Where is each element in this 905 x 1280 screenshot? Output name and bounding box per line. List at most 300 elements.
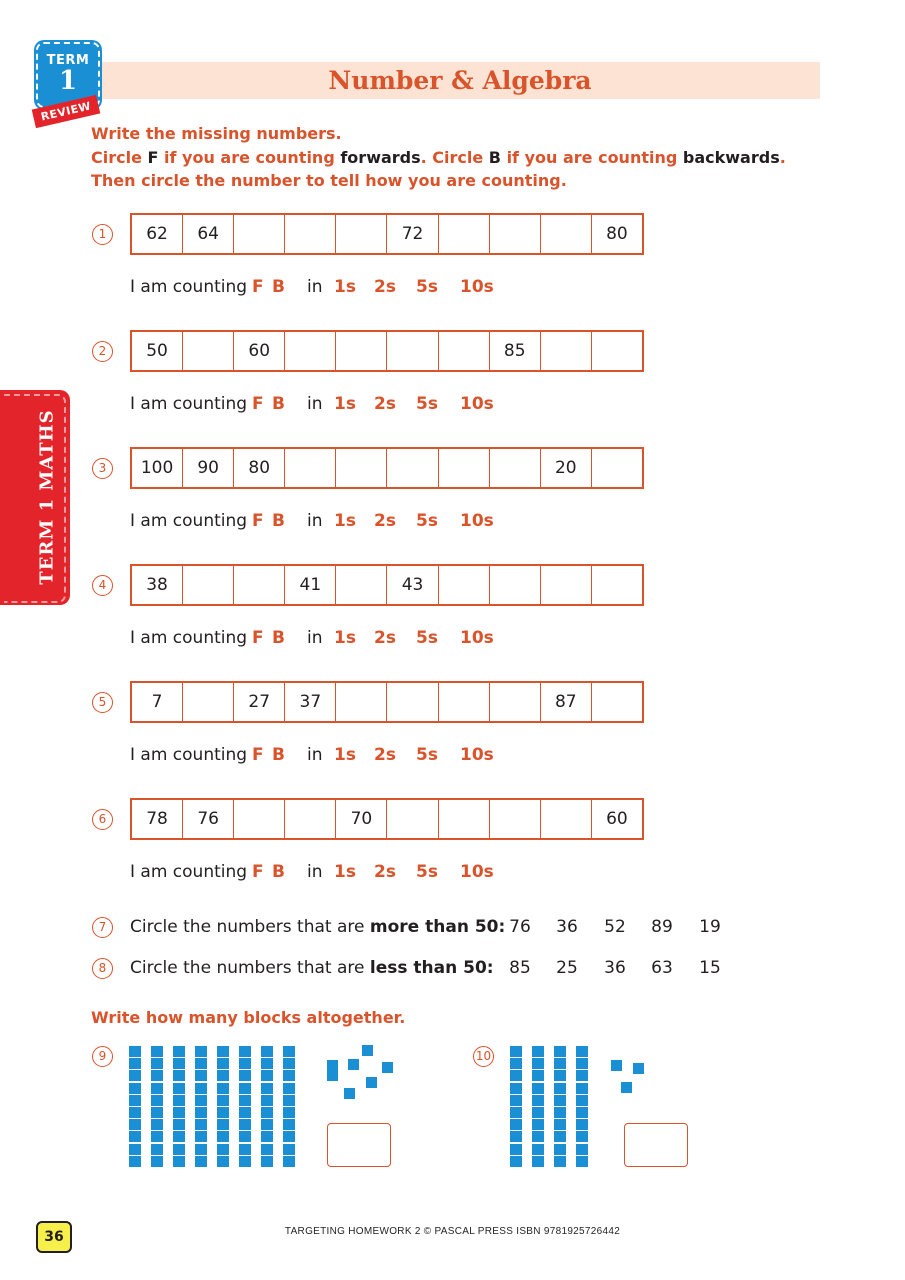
one-block [611,1060,622,1071]
counting-option-opt3[interactable]: 5s [416,862,438,882]
grid-cell[interactable] [592,683,642,721]
instr-text: if you are counting [501,148,683,167]
counting-option-f[interactable]: F [252,862,264,882]
ten-rod-unit [151,1119,163,1130]
page-number: 36 [36,1221,72,1253]
ten-rod-unit [510,1144,522,1155]
ten-rod-unit [217,1107,229,1118]
ten-rod-unit [173,1131,185,1142]
counting-option-opt3[interactable]: 5s [416,394,438,414]
counting-option-opt4[interactable]: 10s [460,394,494,414]
ten-rod-unit [261,1046,273,1057]
ten-rod-unit [195,1131,207,1142]
ten-rod-unit [576,1095,588,1106]
counting-line [130,394,494,414]
grid-cell: 80 [234,449,285,487]
ten-rod-unit [173,1119,185,1130]
grid-cell: 50 [132,332,183,370]
ten-rod-unit [217,1070,229,1081]
q9-answer-box[interactable] [327,1123,391,1167]
ten-rod-unit [261,1095,273,1106]
q7-prompt [130,917,505,937]
grid-cell: 20 [541,449,592,487]
ten-rod-unit [554,1156,566,1167]
question-number: 9 [92,1046,113,1067]
counting-option-opt1[interactable]: 1s [334,628,356,648]
one-block [366,1077,377,1088]
grid-cell[interactable] [592,332,642,370]
side-tab-label: TERM 1 MATHS [36,409,58,585]
grid-cell[interactable] [336,566,387,604]
ten-rod-unit [239,1058,251,1069]
ten-rod-unit [173,1095,185,1106]
grid-cell: 70 [336,800,387,838]
grid-cell: 38 [132,566,183,604]
instruction-line-1: Write the missing numbers. [91,124,342,143]
ten-rod-unit [129,1107,141,1118]
counting-line [130,511,494,531]
grid-cell[interactable] [439,215,490,253]
ten-rod-unit [261,1083,273,1094]
ten-rod-unit [217,1119,229,1130]
ten-rod-unit [532,1119,544,1130]
counting-in: in [307,511,323,531]
ten-rod-unit [151,1131,163,1142]
counting-option-b[interactable]: B [272,511,285,531]
one-block [382,1062,393,1073]
ten-rod-unit [510,1107,522,1118]
ten-rod-unit [195,1095,207,1106]
counting-prefix: I am counting [130,745,248,765]
ten-rod-unit [283,1156,295,1167]
counting-option-opt2[interactable]: 2s [374,862,396,882]
counting-option-opt1[interactable]: 1s [334,862,356,882]
ten-rod-unit [217,1095,229,1106]
ten-rod-unit [129,1058,141,1069]
title-banner [100,62,820,99]
ten-rod-unit [151,1083,163,1094]
ten-rod-unit [576,1119,588,1130]
ten-rod-unit [151,1070,163,1081]
ten-rod-unit [151,1058,163,1069]
grid-cell: 64 [183,215,234,253]
instruction-line-2 [91,148,786,167]
ten-rod-unit [261,1107,273,1118]
counting-in: in [307,628,323,648]
grid-cell[interactable] [541,215,592,253]
grid-cell: 27 [234,683,285,721]
counting-in: in [307,745,323,765]
ten-rod-unit [283,1095,295,1106]
instr-text: Circle [91,148,148,167]
one-block [633,1063,644,1074]
grid-cell[interactable] [234,800,285,838]
ten-rod-unit [217,1083,229,1094]
grid-cell: 90 [183,449,234,487]
grid-cell: 60 [606,809,628,829]
ten-rod-unit [151,1095,163,1106]
ten-rod-unit [239,1107,251,1118]
question-number: 6 [92,809,113,830]
ten-rod-unit [532,1095,544,1106]
badge-term-number: 1 [58,66,78,96]
grid-cell[interactable] [439,800,490,838]
counting-in: in [307,277,323,297]
ten-rod-unit [217,1144,229,1155]
q7-colon: : [498,917,506,937]
grid-cell[interactable] [183,683,234,721]
ten-rod-unit [576,1144,588,1155]
ten-rod-unit [239,1095,251,1106]
q7-text: Circle the numbers that are [130,917,370,937]
ten-rod-unit [195,1058,207,1069]
q8-option[interactable]: 25 [556,958,578,978]
ten-rod-unit [532,1083,544,1094]
grid-cell[interactable] [439,683,490,721]
counting-prefix: I am counting [130,277,248,297]
ten-rod-unit [151,1107,163,1118]
ten-rod-unit [510,1070,522,1081]
grid-cell: 60 [234,332,285,370]
ten-rod-unit [261,1119,273,1130]
counting-option-opt4[interactable]: 10s [460,628,494,648]
ten-rod-unit [283,1046,295,1057]
counting-line [130,745,494,765]
counting-prefix: I am counting [130,511,248,531]
q8-colon: : [486,958,494,978]
ten-rod-unit [554,1058,566,1069]
question-number: 2 [92,341,113,362]
ten-rod-unit [261,1131,273,1142]
ten-rod-unit [129,1156,141,1167]
instr-b: B [488,148,501,167]
number-grid [130,681,644,723]
ten-rod-unit [239,1070,251,1081]
question-number: 1 [92,224,113,245]
ten-rod-unit [532,1131,544,1142]
counting-option-opt1[interactable]: 1s [334,394,356,414]
counting-option-f[interactable]: F [252,745,264,765]
counting-option-opt4[interactable]: 10s [460,862,494,882]
grid-cell[interactable] [336,332,387,370]
badge-term-label: TERM [46,53,90,68]
ten-rod-unit [576,1058,588,1069]
instr-text: if you are counting [158,148,341,167]
counting-option-opt1[interactable]: 1s [334,277,356,297]
grid-cell[interactable] [387,332,438,370]
grid-cell: 85 [490,332,541,370]
ten-rod-unit [173,1070,185,1081]
grid-cell: 41 [285,566,336,604]
ten-rod-unit [129,1095,141,1106]
number-grid [130,798,644,840]
ten-rod-unit [195,1083,207,1094]
ten-rod-unit [510,1058,522,1069]
ten-rod-unit [239,1144,251,1155]
ten-rod-unit [532,1107,544,1118]
grid-cell[interactable] [541,800,592,838]
ten-rod-unit [283,1144,295,1155]
ten-rod-unit [151,1144,163,1155]
grid-cell: 72 [387,215,438,253]
ten-rod-unit [195,1119,207,1130]
counting-option-f[interactable]: F [252,277,264,297]
counting-option-b[interactable]: B [272,628,285,648]
counting-option-opt1[interactable]: 1s [334,511,356,531]
q10-answer-box[interactable] [624,1123,688,1167]
ten-rod-unit [173,1144,185,1155]
ten-rod-unit [151,1046,163,1057]
page-title: Number & Algebra [328,66,592,95]
ten-rod-unit [195,1046,207,1057]
ten-rod-unit [261,1156,273,1167]
grid-cell: 80 [606,224,628,244]
counting-option-f[interactable]: F [252,628,264,648]
ten-rod-unit [173,1107,185,1118]
number-grid [130,447,644,489]
ten-rod-unit [554,1046,566,1057]
ten-rod-unit [151,1156,163,1167]
ten-rod-unit [283,1107,295,1118]
counting-option-opt2[interactable]: 2s [374,277,396,297]
grid-cell[interactable] [541,332,592,370]
instr-backwards: backwards [682,148,780,167]
ten-rod-unit [576,1083,588,1094]
q8-option[interactable]: 36 [604,958,626,978]
counting-option-opt2[interactable]: 2s [374,511,396,531]
ten-rod-unit [261,1058,273,1069]
q8-option[interactable]: 15 [699,958,721,978]
ten-rod-unit [554,1083,566,1094]
ten-rod-unit [510,1046,522,1057]
q7-option[interactable]: 52 [604,917,626,937]
ten-rod-unit [554,1107,566,1118]
ten-rod-unit [283,1058,295,1069]
counting-option-opt3[interactable]: 5s [416,511,438,531]
ten-rod-unit [283,1119,295,1130]
counting-option-opt3[interactable]: 5s [416,277,438,297]
counting-option-f[interactable]: F [252,394,264,414]
grid-cell[interactable] [387,800,438,838]
number-grid [130,213,644,255]
one-block [327,1060,338,1071]
ten-rod-unit [173,1046,185,1057]
q8-text: Circle the numbers that are [130,958,370,978]
ten-rod-unit [239,1156,251,1167]
ten-rod-unit [532,1046,544,1057]
grid-cell: 87 [541,683,592,721]
grid-cell[interactable] [183,566,234,604]
ten-rod-unit [576,1046,588,1057]
counting-option-b[interactable]: B [272,277,285,297]
grid-cell: 37 [285,683,336,721]
counting-option-b[interactable]: B [272,745,285,765]
grid-cell[interactable] [285,332,336,370]
ten-rod-unit [554,1144,566,1155]
grid-cell[interactable] [387,449,438,487]
counting-option-opt4[interactable]: 10s [460,745,494,765]
ten-rod-unit [510,1095,522,1106]
counting-line [130,277,494,297]
ten-rod-unit [173,1058,185,1069]
footer-text: TARGETING HOMEWORK 2 © PASCAL PRESS ISBN 9781925726442 [284,1226,621,1237]
q7-option[interactable]: 76 [509,917,531,937]
ten-rod-unit [532,1070,544,1081]
q8-bold: less than 50 [369,958,487,978]
ten-rod-unit [261,1070,273,1081]
grid-cell[interactable] [336,683,387,721]
ten-rod-unit [239,1119,251,1130]
grid-cell: 62 [132,215,183,253]
one-block [362,1045,373,1056]
ten-rod-unit [510,1156,522,1167]
counting-option-opt3[interactable]: 5s [416,628,438,648]
grid-cell: 78 [132,800,183,838]
q8-option[interactable]: 85 [509,958,531,978]
ten-rod-unit [173,1083,185,1094]
ten-rod-unit [239,1083,251,1094]
grid-cell: 76 [183,800,234,838]
ten-rod-unit [173,1156,185,1167]
counting-option-opt2[interactable]: 2s [374,394,396,414]
counting-prefix: I am counting [130,628,248,648]
side-tab [0,390,70,605]
grid-cell[interactable] [234,215,285,253]
grid-cell[interactable] [285,215,336,253]
ten-rod-unit [283,1083,295,1094]
ten-rod-unit [129,1119,141,1130]
counting-option-f[interactable]: F [252,511,264,531]
grid-cell[interactable] [490,566,541,604]
ten-rod-unit [129,1083,141,1094]
grid-cell[interactable] [592,566,642,604]
number-grid [130,330,644,372]
question-number: 5 [92,692,113,713]
grid-cell[interactable] [183,332,234,370]
one-block [621,1082,632,1093]
instr-forwards: forwards [340,148,421,167]
ten-rod-unit [239,1046,251,1057]
counting-in: in [307,862,323,882]
ten-rod-unit [129,1046,141,1057]
ten-rod-unit [195,1107,207,1118]
q8-prompt [130,958,494,978]
ten-rod-unit [129,1144,141,1155]
counting-option-b[interactable]: B [272,394,285,414]
counting-in: in [307,394,323,414]
ten-rod-unit [576,1131,588,1142]
one-block [327,1070,338,1081]
grid-cell: 7 [132,683,183,721]
review-ribbon: REVIEW [32,95,101,128]
ten-rod-unit [195,1156,207,1167]
ten-rod-unit [576,1070,588,1081]
counting-option-opt2[interactable]: 2s [374,745,396,765]
question-number: 7 [92,917,113,938]
grid-cell[interactable] [439,566,490,604]
grid-cell[interactable] [387,683,438,721]
counting-option-opt3[interactable]: 5s [416,745,438,765]
grid-cell[interactable] [336,215,387,253]
grid-cell[interactable] [234,566,285,604]
ten-rod-unit [217,1131,229,1142]
instr-f: F [147,148,159,167]
ten-rod-unit [576,1107,588,1118]
counting-prefix: I am counting [130,862,248,882]
ten-rod-unit [195,1070,207,1081]
grid-cell[interactable] [336,449,387,487]
ten-rod-unit [217,1058,229,1069]
one-block [344,1088,355,1099]
ten-rod-unit [217,1156,229,1167]
counting-prefix: I am counting [130,394,248,414]
grid-cell[interactable] [439,332,490,370]
grid-cell[interactable] [490,215,541,253]
grid-cell[interactable] [285,449,336,487]
ten-rod-unit [576,1156,588,1167]
ten-rod-unit [239,1131,251,1142]
q7-option[interactable]: 19 [699,917,721,937]
ten-rod-unit [283,1070,295,1081]
number-grid [130,564,644,606]
grid-cell: 100 [132,449,183,487]
ten-rod-unit [510,1083,522,1094]
ten-rod-unit [195,1144,207,1155]
grid-cell[interactable] [592,449,642,487]
counting-option-b[interactable]: B [272,862,285,882]
counting-option-opt1[interactable]: 1s [334,745,356,765]
q7-option[interactable]: 89 [651,917,673,937]
q7-bold: more than 50 [369,917,499,937]
blocks-heading: Write how many blocks altogether. [91,1008,406,1027]
question-number: 4 [92,575,113,596]
instr-text: . Circle [420,148,489,167]
grid-cell[interactable] [541,566,592,604]
ten-rod-unit [532,1156,544,1167]
ten-rod-unit [532,1144,544,1155]
instruction-line-3: Then circle the number to tell how you are counting. [91,171,567,190]
grid-cell[interactable] [285,800,336,838]
question-number: 10 [473,1046,494,1067]
q7-option[interactable]: 36 [556,917,578,937]
grid-cell[interactable] [490,800,541,838]
ten-rod-unit [554,1131,566,1142]
question-number: 3 [92,458,113,479]
counting-option-opt4[interactable]: 10s [460,511,494,531]
ten-rod-unit [510,1119,522,1130]
ten-rod-unit [217,1046,229,1057]
one-block [348,1059,359,1070]
q8-option[interactable]: 63 [651,958,673,978]
ten-rod-unit [283,1131,295,1142]
ten-rod-unit [261,1144,273,1155]
grid-cell[interactable] [490,683,541,721]
ten-rod-unit [532,1058,544,1069]
ten-rod-unit [554,1095,566,1106]
grid-cell[interactable] [490,449,541,487]
ten-rod-unit [129,1070,141,1081]
counting-option-opt2[interactable]: 2s [374,628,396,648]
grid-cell: 43 [387,566,438,604]
grid-cell[interactable] [439,449,490,487]
counting-option-opt4[interactable]: 10s [460,277,494,297]
ten-rod-unit [129,1131,141,1142]
ten-rod-unit [554,1119,566,1130]
instr-text: . [779,148,786,167]
ten-rod-unit [554,1070,566,1081]
question-number: 8 [92,958,113,979]
counting-line [130,628,494,648]
